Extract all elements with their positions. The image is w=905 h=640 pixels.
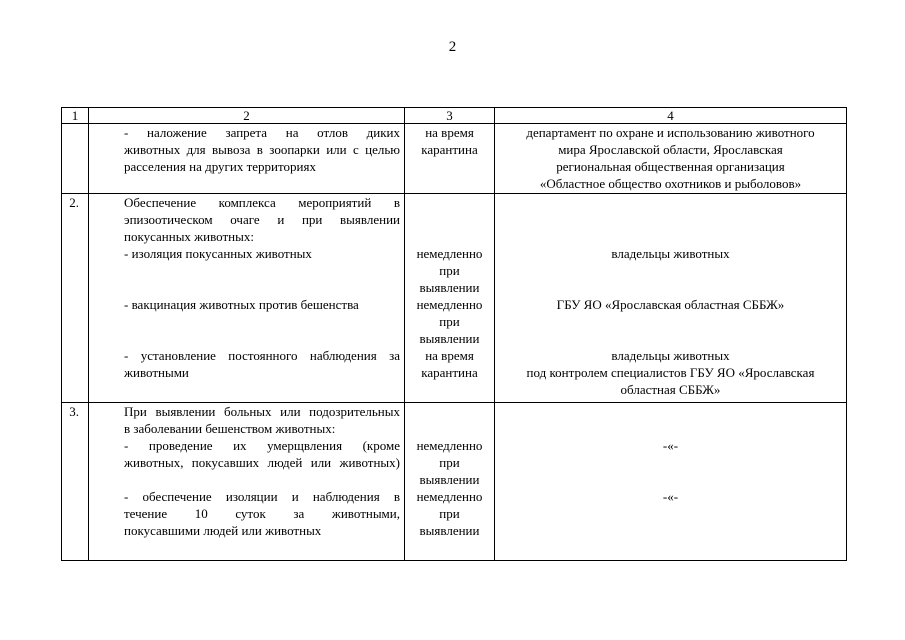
- measure-line: [124, 279, 400, 296]
- deadline-line: [407, 194, 492, 211]
- responsible-line: департамент по охране и использованию животного: [526, 125, 815, 140]
- responsible-cell: [495, 124, 847, 194]
- measure-line: покусавшими людей или животных: [124, 523, 322, 538]
- measure-line: [124, 313, 400, 330]
- deadline-line: при: [439, 263, 460, 278]
- deadline-line: [407, 228, 492, 245]
- measure-cell: [89, 194, 405, 403]
- responsible-line: [497, 454, 844, 471]
- deadline-line: немедленно: [416, 438, 483, 453]
- deadline-line: на время: [425, 125, 474, 140]
- deadline-line: [407, 420, 492, 437]
- deadline-line: при: [439, 455, 460, 470]
- responsible-line: [497, 471, 844, 488]
- deadline-line: [407, 211, 492, 228]
- deadline-line: при: [439, 314, 460, 329]
- header-cell: 2: [89, 108, 405, 124]
- table-header-row: [62, 108, 847, 124]
- measure-line: - наложение запрета на отлов диких: [124, 125, 400, 140]
- deadline-line: немедленно: [416, 297, 483, 312]
- responsible-cell: [495, 194, 847, 403]
- measure-line: - проведение их умерщвления (кроме: [124, 438, 400, 453]
- measure-line: [124, 262, 400, 279]
- responsible-line: [497, 313, 844, 330]
- responsible-line: [497, 279, 844, 296]
- responsible-line: ГБУ ЯО «Ярославская областная СББЖ»: [556, 297, 785, 312]
- measure-line: - изоляция покусанных животных: [124, 246, 312, 261]
- measure-line: эпизоотическом очаге и при выявлении: [124, 212, 400, 227]
- responsible-line: -«-: [662, 489, 679, 504]
- measure-line: течение 10 суток за животными,: [124, 506, 400, 521]
- header-cell: 4: [495, 108, 847, 124]
- deadline-line: на время: [425, 348, 474, 363]
- row-number: [62, 124, 89, 194]
- responsible-line: [497, 211, 844, 228]
- table-row: [62, 124, 847, 194]
- table-row: [62, 194, 847, 403]
- responsible-line: владельцы животных: [611, 246, 730, 261]
- deadline-line: карантина: [421, 365, 478, 380]
- header-cell: 3: [405, 108, 495, 124]
- measure-line: покусанных животных:: [124, 229, 254, 244]
- measure-line: животными: [124, 365, 189, 380]
- deadline-line: немедленно: [416, 246, 483, 261]
- deadline-cell: [405, 194, 495, 403]
- responsible-line: [497, 330, 844, 347]
- responsible-line: [497, 420, 844, 437]
- header-cell: 1: [62, 108, 89, 124]
- responsible-line: [497, 194, 844, 211]
- responsible-line: -«-: [662, 438, 679, 453]
- measure-cell: [89, 403, 405, 561]
- measure-line: [124, 330, 400, 347]
- measure-line: Обеспечение комплекса мероприятий в: [124, 195, 400, 210]
- measure-line: [124, 471, 400, 488]
- deadline-cell: [405, 403, 495, 561]
- responsible-line: региональная общественная организация: [556, 159, 785, 174]
- responsible-line: [497, 262, 844, 279]
- row-number: 2.: [62, 194, 89, 403]
- responsible-line: «Областное общество охотников и рыболовов»: [539, 176, 802, 191]
- row-number: 3.: [62, 403, 89, 561]
- table-row: [62, 403, 847, 561]
- deadline-line: выявлении: [419, 523, 480, 538]
- deadline-cell: [405, 124, 495, 194]
- measure-line: животных для вывоза в зоопарки или с целью: [124, 142, 400, 157]
- measure-line: в заболевании бешенством животных:: [124, 421, 336, 436]
- measure-cell: [89, 124, 405, 194]
- responsible-line: мира Ярославской области, Ярославская: [558, 142, 783, 157]
- responsible-cell: [495, 403, 847, 561]
- deadline-line: немедленно: [416, 489, 483, 504]
- responsible-line: под контролем специалистов ГБУ ЯО «Ярославская: [526, 365, 815, 380]
- responsible-line: владельцы животных: [611, 348, 730, 363]
- measure-line: При выявлении больных или подозрительных: [124, 404, 400, 419]
- deadline-line: выявлении: [419, 280, 480, 295]
- deadline-line: [407, 403, 492, 420]
- responsible-line: [497, 228, 844, 245]
- deadline-line: карантина: [421, 142, 478, 157]
- measure-line: - обеспечение изоляции и наблюдения в: [124, 489, 400, 504]
- responsible-line: [497, 403, 844, 420]
- measure-line: расселения на других территориях: [124, 159, 316, 174]
- page-number: 2: [448, 39, 457, 55]
- measure-line: - установление постоянного наблюдения за: [124, 348, 400, 363]
- measure-line: - вакцинация животных против бешенства: [124, 297, 359, 312]
- deadline-line: выявлении: [419, 472, 480, 487]
- deadline-line: при: [439, 506, 460, 521]
- deadline-line: выявлении: [419, 331, 480, 346]
- measures-table: [61, 107, 847, 561]
- responsible-line: областная СББЖ»: [620, 382, 721, 397]
- measure-line: животных, покусавших людей или животных): [124, 455, 400, 470]
